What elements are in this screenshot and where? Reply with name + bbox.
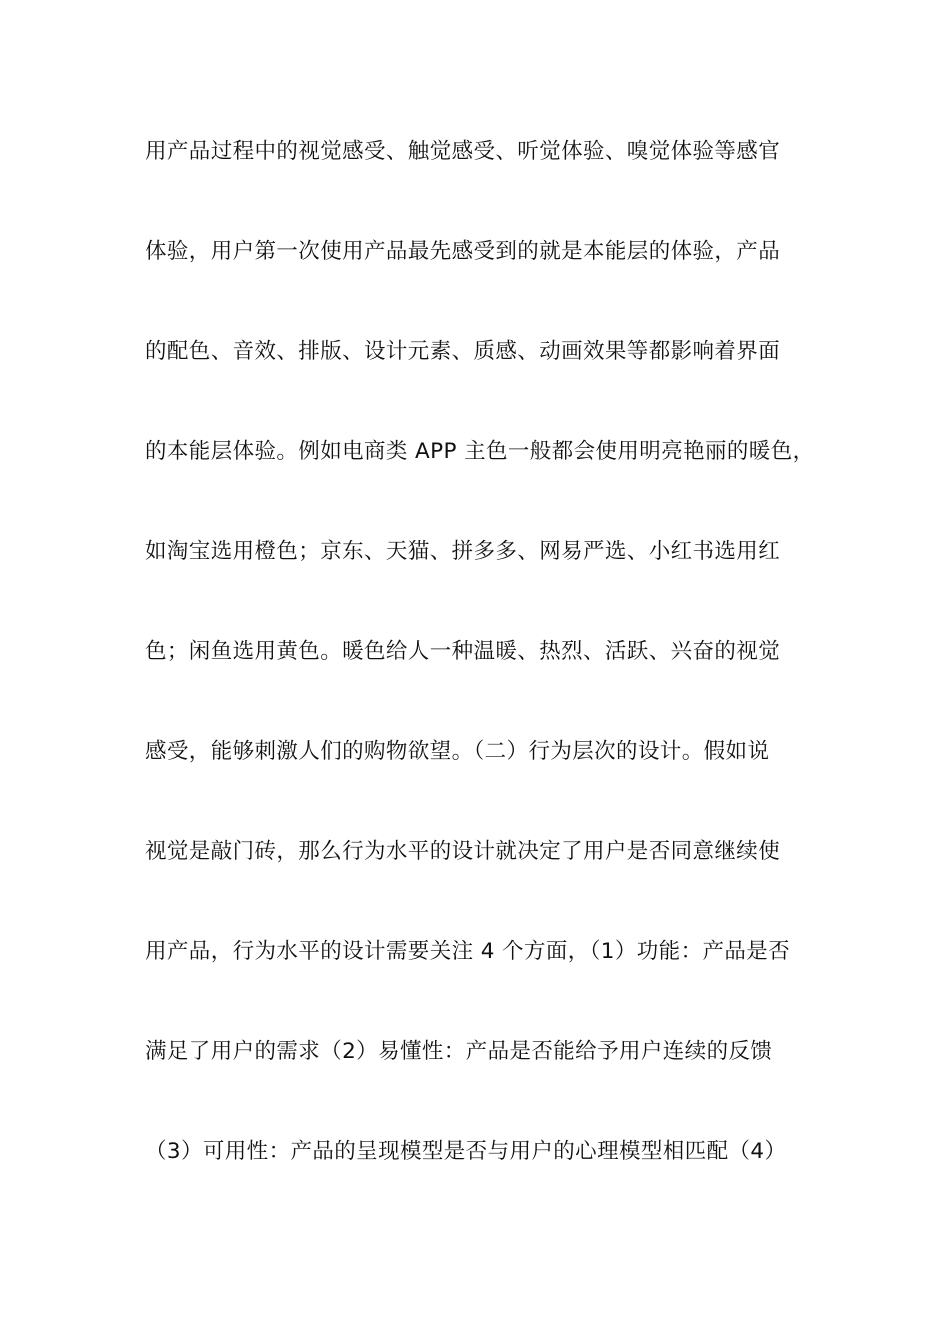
text-line: 满足了用户的需求（2）易懂性：产品是否能给予用户连续的反馈	[145, 1039, 773, 1064]
text-line: 感受，能够刺激人们的购物欲望。（二）行为层次的设计。假如说	[145, 739, 770, 764]
text-line: 用产品过程中的视觉感受、触觉感受、听觉体验、嗅觉体验等感官	[145, 139, 781, 164]
text-line: 的配色、音效、排版、设计元素、质感、动画效果等都影响着界面	[145, 339, 781, 364]
text-line: （3）可用性：产品的呈现模型是否与用户的心理模型相匹配（4）	[145, 1139, 787, 1164]
body-text	[145, 132, 815, 1232]
text-line: 的本能层体验。例如电商类 APP 主色一般都会使用明亮艳丽的暖色，	[145, 439, 815, 464]
text-line: 如淘宝选用橙色；京东、天猫、拼多多、网易严选、小红书选用红	[145, 539, 781, 564]
text-line: 体验，用户第一次使用产品最先感受到的就是本能层的体验，产品	[145, 239, 781, 264]
text-line: 色；闲鱼选用黄色。暖色给人一种温暖、热烈、活跃、兴奋的视觉	[145, 639, 781, 664]
text-line: 用产品，行为水平的设计需要关注 4 个方面，（1）功能：产品是否	[145, 939, 791, 964]
text-line: 视觉是敲门砖，那么行为水平的设计就决定了用户是否同意继续使	[145, 839, 781, 864]
